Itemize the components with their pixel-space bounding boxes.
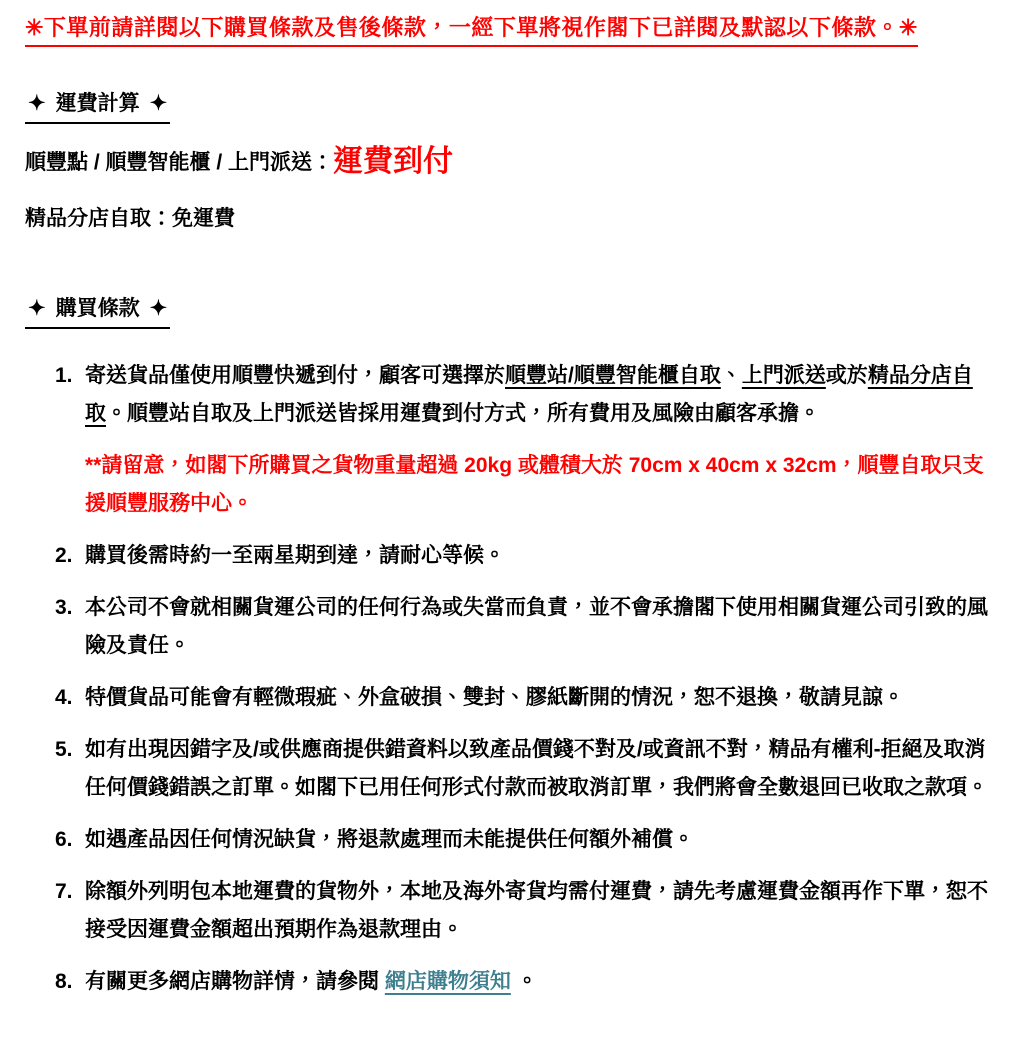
term-item-6 (55, 821, 990, 859)
term-item-4 (55, 679, 990, 717)
four-pointed-star-icon: ✦ (28, 296, 46, 320)
pre-order-notice: ✳下單前請詳閱以下購買條款及售後條款，一經下單將視作閣下已詳閱及默認以下條款。✳ (25, 14, 918, 47)
sf-delivery-fee-line (25, 146, 990, 180)
item-number: 3. (55, 596, 73, 619)
term-item-8 (55, 963, 990, 1001)
sf-pickup-underlined-phrase: 順豐站/順豐智能櫃自取 (505, 364, 721, 387)
term-item-2 (55, 537, 990, 575)
purchase-terms-list (55, 357, 990, 1001)
terms-section-head (25, 296, 990, 329)
item-number: 4. (55, 686, 73, 709)
term-item-text: 購買後需時約一至兩星期到達，請耐心等候。 (85, 544, 505, 567)
term-item-body (85, 963, 990, 1001)
store-pickup-fee-line (25, 202, 990, 236)
item-number: 6. (55, 828, 73, 851)
freight-collect-highlight: 運費到付 (333, 144, 454, 178)
term-item-5 (55, 731, 990, 807)
term-item-text: 除額外列明包本地運費的貨物外，本地及海外寄貨均需付運費，請先考慮運費金額再作下單，恕不接受因運費金額超出預期作為退款理由。 (85, 880, 988, 941)
shipping-section-head (25, 91, 990, 124)
term-item-text: 如有出現因錯字及/或供應商提供錯資料以致產品價錢不對及/或資訊不對，精品有權利-拒絕及取消任何價錢錯誤之訂單。如閣下已用任何形式付款而被取消訂單，我們將會全數退回已收取之款項。 (85, 738, 988, 799)
term-item-text: 寄送貨品僅使用順豐快遞到付，顧客可選擇於順豐站/順豐智能櫃自取、上門派送或於精品分店自取。順豐站自取及上門派送皆採用運費到付方式，所有費用及風險由顧客承擔。 (85, 364, 973, 425)
item-number: 7. (55, 880, 73, 903)
top-notice-row (25, 14, 990, 47)
term-item-text: 本公司不會就相關貨運公司的任何行為或失當而負責，並不會承擔閣下使用相關貨運公司引致的風險及責任。 (85, 596, 988, 657)
item-number: 2. (55, 544, 73, 567)
purchase-terms-section-title (25, 296, 170, 329)
four-pointed-star-icon: ✦ (149, 296, 168, 320)
shipping-fee-section-title (25, 91, 170, 124)
free-shipping-value: 免運費 (172, 206, 235, 230)
term-item-1 (55, 357, 990, 523)
item-number: 1. (55, 364, 73, 387)
term-item-text: 如遇產品因任何情況缺貨，將退款處理而未能提供任何額外補償。 (85, 828, 694, 851)
shopping-guide-link[interactable]: 網店購物須知 (384, 970, 511, 993)
four-pointed-star-icon: ✦ (149, 91, 168, 115)
term-item-text: 特價貨品可能會有輕微瑕疵、外盒破損、雙封、膠紙斷開的情況，恕不退換，敬請見諒。 (85, 686, 904, 709)
store-pickup-underlined-phrase: 精品分店自取 (85, 364, 973, 425)
terms-section-title-text: 購買條款 (55, 296, 140, 320)
four-pointed-star-icon: ✦ (28, 91, 46, 115)
shipping-section-title-text: 運費計算 (55, 91, 140, 115)
term-item-text: 。 (510, 970, 538, 993)
overweight-notice: **請留意，如閣下所購買之貨物重量超過 20kg 或體積大於 70cm x 40cm x 32cm，順豐自取只支援順豐服務中心。 (85, 454, 984, 515)
term-item-body (85, 357, 990, 523)
item-number: 5. (55, 738, 73, 761)
term-item-7 (55, 873, 990, 949)
term-item-3 (55, 589, 990, 665)
home-delivery-underlined-phrase: 上門派送 (741, 364, 826, 387)
item-number: 8. (55, 970, 73, 993)
sf-delivery-options-label: 順豐點 / 順豐智能櫃 / 上門派送： (25, 150, 334, 174)
term-item-text: 有關更多網店購物詳情，請參閱 (85, 970, 385, 993)
store-pickup-label: 精品分店自取： (25, 206, 172, 230)
